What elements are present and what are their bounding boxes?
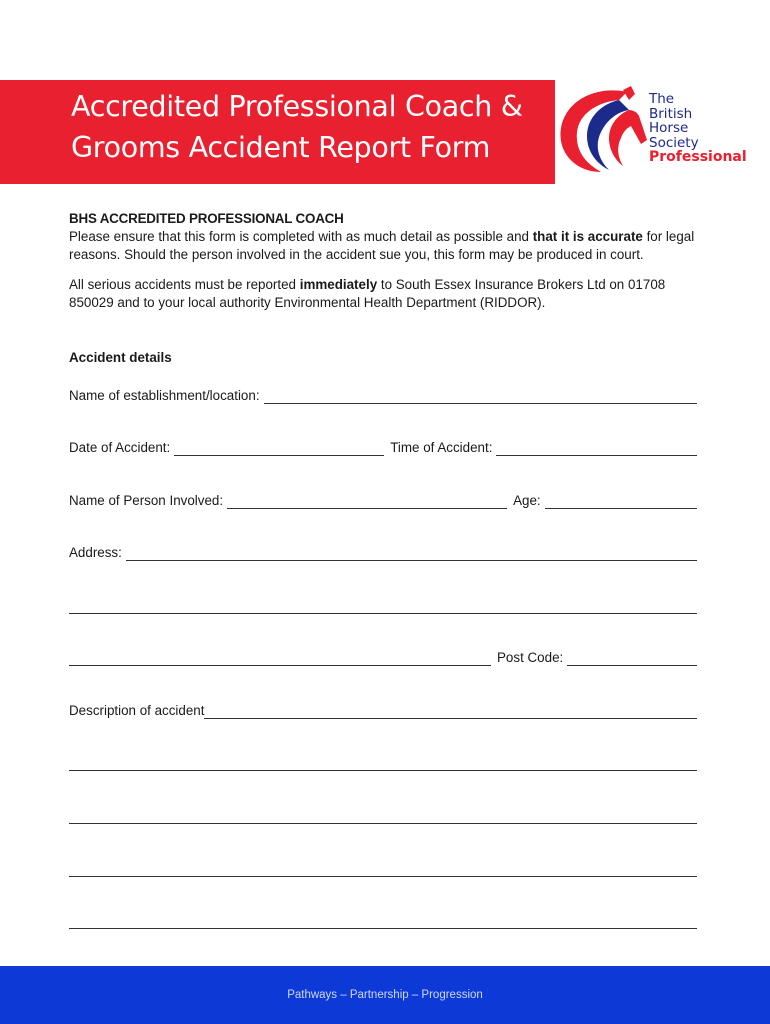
description-field-line-1[interactable] [204,704,697,719]
date-label: Date of Accident: [69,440,171,455]
logo-text-society: Society [649,134,699,151]
address-label: Address: [69,545,122,560]
time-field[interactable] [496,441,697,456]
page-title-line-2: Grooms Accident Report Form [71,131,491,164]
address-row [69,541,697,561]
intro-emphasis: immediately [299,277,378,292]
intro-heading: BHS ACCREDITED PROFESSIONAL COACH [69,211,344,226]
postcode-label: Post Code: [497,650,564,665]
intro-paragraph-accuracy [69,228,699,264]
intro-text: Please ensure that this form is completed with as much detail as possible and [69,229,533,244]
page-title-line-1: Accredited Professional Coach & [71,90,523,123]
logo-text-the: The [649,91,675,107]
intro-text: All serious accidents must be reported [69,277,300,292]
description-field-line-2[interactable] [69,756,697,771]
person-label: Name of Person Involved: [69,493,224,508]
bhs-horse-logo-icon [557,86,652,174]
time-label: Time of Accident: [390,440,493,455]
description-field-line-4[interactable] [69,862,697,877]
address-field-line-3[interactable] [69,651,491,666]
description-row [69,857,697,877]
description-field-line-5[interactable] [69,914,697,929]
title-banner [0,80,555,184]
address-field-line-1[interactable] [126,546,697,561]
description-row [69,804,697,824]
description-row [69,751,697,771]
footer-bar [0,966,770,1024]
postcode-field[interactable] [567,651,697,666]
bhs-logo-wordmark [649,92,747,165]
intro-text: for legal reasons. Should the person involved in the accident sue you, this form may be produced in court. [69,229,695,262]
establishment-row [69,384,697,404]
description-row [69,909,697,929]
address-row-2 [69,594,697,614]
person-age-row [69,489,697,509]
age-label: Age: [513,493,541,508]
logo-text-british: British [649,105,693,122]
person-field[interactable] [227,494,507,509]
description-field-line-3[interactable] [69,809,697,824]
intro-text: to South Essex Insurance Brokers Ltd on 01708 850029 and to your local authority Environmental Health Department (RIDDOR). [69,277,666,310]
date-field[interactable] [174,441,384,456]
description-label: Description of accident [69,703,205,718]
intro-emphasis: that it is accurate [532,229,643,244]
date-time-row [69,436,697,456]
address-postcode-row [69,646,697,666]
establishment-label: Name of establishment/location: [69,388,260,403]
intro-section [69,210,699,312]
section-title: Accident details [69,350,172,365]
address-field-line-2[interactable] [69,599,697,614]
description-row [69,699,697,719]
logo-text-horse: Horse [649,120,689,137]
intro-paragraph-reporting [69,276,699,312]
logo-text-professional: Professional [649,149,747,166]
footer-tagline: Pathways – Partnership – Progression [287,989,483,1001]
establishment-field[interactable] [264,389,697,404]
age-field[interactable] [545,494,697,509]
